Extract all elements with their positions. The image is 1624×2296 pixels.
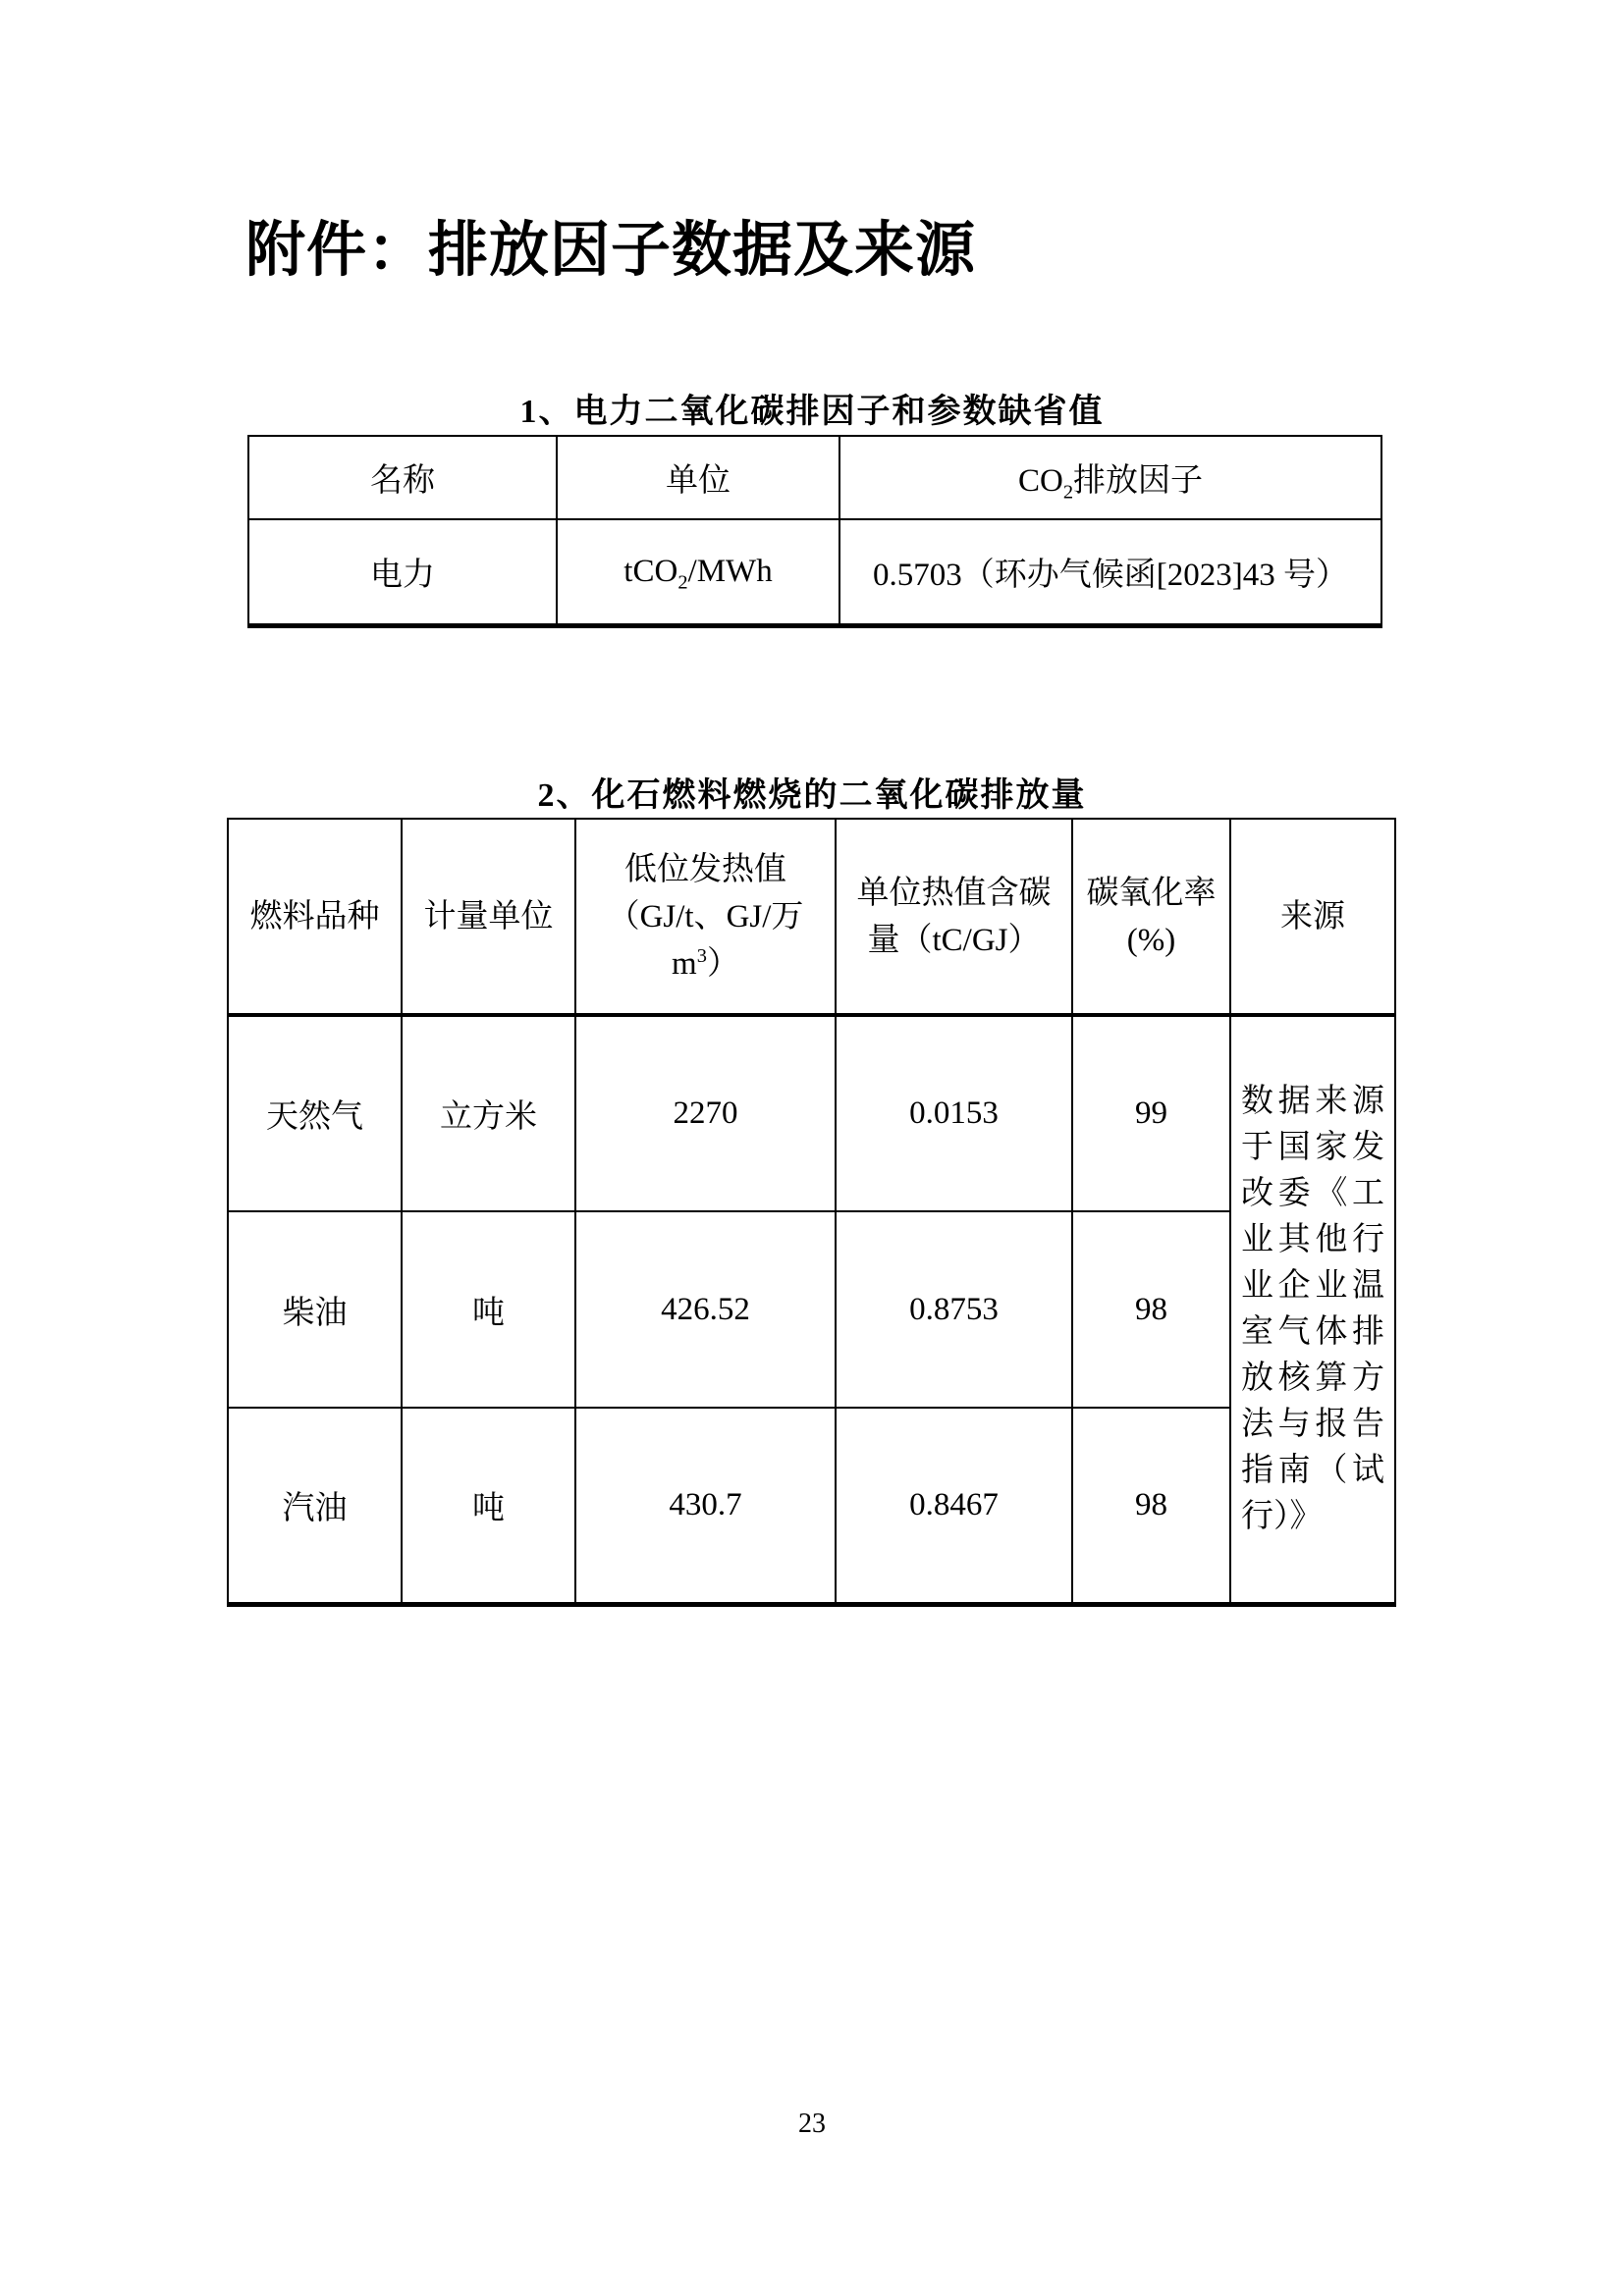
oxidation-line1: 碳氧化率 (1086, 875, 1217, 911)
fuel-type-cell: 柴油 (228, 1211, 402, 1408)
factor-text: 排放因子 (1073, 463, 1204, 499)
heating-value-cell: 426.52 (575, 1211, 836, 1408)
t2-header-carbon-content (836, 819, 1072, 1015)
table-row (228, 1015, 1395, 1211)
page-title: 附件：排放因子数据及来源 (245, 218, 977, 284)
t1-header-name: 名称 (248, 436, 557, 519)
heating-line3: m (672, 945, 697, 982)
heating-value-cell: 430.7 (575, 1408, 836, 1604)
heating-line1: 低位发热值 (624, 851, 786, 887)
heating-line3-close: ） (706, 945, 739, 982)
page-number: 23 (798, 2109, 826, 2139)
oxidation-line2: (%) (1126, 922, 1176, 958)
t2-header-oxidation-rate (1072, 819, 1230, 1015)
unit-subscript: 2 (677, 571, 688, 594)
t1-cell-unit (557, 519, 839, 625)
table-row (228, 1408, 1395, 1604)
unit-cell: 立方米 (402, 1015, 575, 1211)
t1-cell-factor: 0.5703（环办气候函[2023]43 号） (839, 519, 1381, 625)
table1-caption: 1、电力二氧化碳排因子和参数缺省值 (519, 394, 1105, 430)
unit-text: tCO (623, 553, 678, 589)
t2-header-source: 来源 (1230, 819, 1395, 1015)
oxidation-rate-cell: 99 (1072, 1015, 1230, 1211)
unit-cell: 吨 (402, 1211, 575, 1408)
fuel-type-cell: 汽油 (228, 1408, 402, 1604)
co2-text: CO (1017, 463, 1063, 499)
unit-cell: 吨 (402, 1408, 575, 1604)
carbon-content-cell: 0.8467 (836, 1408, 1072, 1604)
carbon-line2: 量（tC/GJ） (867, 922, 1041, 958)
source-note-cell: 数据来源于国家发改委《工业其他行业企业温室气体排放核算方法与报告指南（试行）》 (1230, 1015, 1395, 1604)
table2-caption: 2、化石燃料燃烧的二氧化碳排放量 (537, 777, 1087, 814)
electricity-factor-table (247, 435, 1382, 628)
t2-header-fuel-type: 燃料品种 (228, 819, 402, 1015)
co2-subscript: 2 (1062, 481, 1074, 504)
table-row (228, 1211, 1395, 1408)
t1-header-co2-factor (839, 436, 1381, 519)
fossil-fuel-table (227, 818, 1396, 1607)
table-row (228, 819, 1395, 1015)
t2-header-unit: 计量单位 (402, 819, 575, 1015)
t1-cell-electricity: 电力 (248, 519, 557, 625)
t1-header-unit: 单位 (557, 436, 839, 519)
fuel-type-cell: 天然气 (228, 1015, 402, 1211)
carbon-content-cell: 0.8753 (836, 1211, 1072, 1408)
oxidation-rate-cell: 98 (1072, 1211, 1230, 1408)
oxidation-rate-cell: 98 (1072, 1408, 1230, 1604)
t2-header-heating-value (575, 819, 836, 1015)
table-row (248, 519, 1381, 625)
cubic-superscript: 3 (696, 944, 707, 967)
heating-line2: （GJ/t、GJ/万 (607, 898, 804, 934)
carbon-line1: 单位热值含碳 (856, 875, 1052, 911)
carbon-content-cell: 0.0153 (836, 1015, 1072, 1211)
heating-value-cell: 2270 (575, 1015, 836, 1211)
table-row (248, 436, 1381, 519)
unit-text-post: /MWh (687, 553, 773, 589)
